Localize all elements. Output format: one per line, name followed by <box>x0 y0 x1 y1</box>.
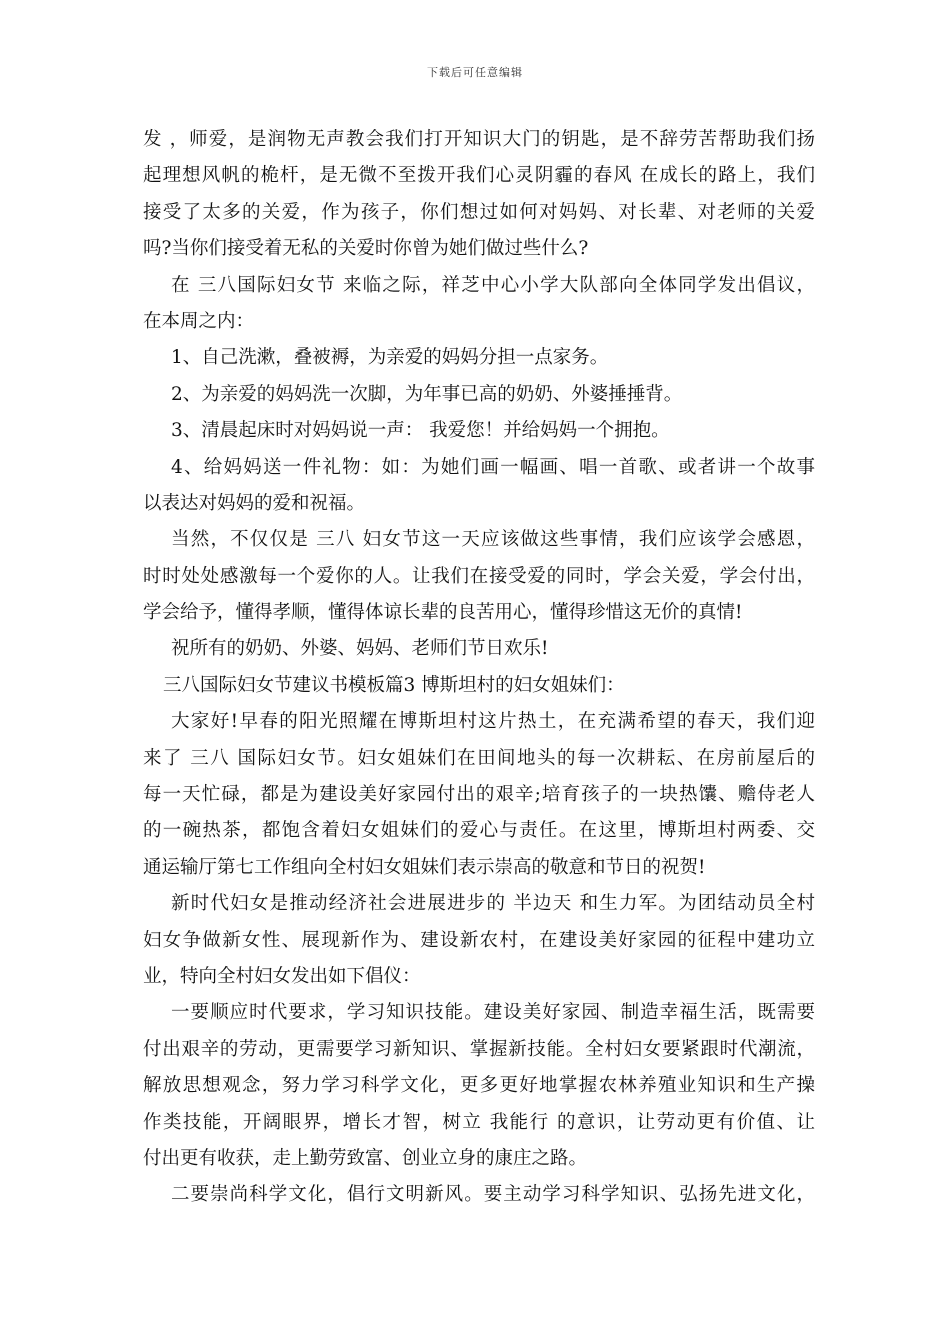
text-line: 妇女争做新女性、展现新作为、建设新农村，在建设美好家园的征程中建功立 <box>143 929 815 951</box>
text-line: 付出艰辛的劳动，更需要学习新知识、掌握新技能。全村妇女要紧跟时代潮流， <box>143 1038 815 1060</box>
text-line: 祝所有的奶奶、外婆、妈妈、老师们节日欢乐! <box>171 638 549 660</box>
text-line: 在本周之内： <box>143 310 255 332</box>
text-line: 以表达对妈妈的爱和祝福。 <box>143 492 366 514</box>
text-line: 业，特向全村妇女发出如下倡仪： <box>143 965 421 987</box>
text-line: 来了 三八 国际妇女节。妇女姐妹们在田间地头的每一次耕耘、在房前屋后的 <box>143 747 815 769</box>
text-line: 起理想风帆的桅杆，是无微不至拨开我们心灵阴霾的春风 在成长的路上，我们 <box>143 165 815 187</box>
text-line: 二要崇尚科学文化，倡行文明新风。要主动学习科学知识、弘扬先进文化， <box>171 1184 815 1206</box>
text-line: 作类技能，开阔眼界，增长才智，树立 我能行 的意识，让劳动更有价值、让 <box>143 1111 815 1133</box>
text-line: 解放思想观念，努力学习科学文化，更多更好地掌握农林养殖业知识和生产操 <box>143 1075 815 1097</box>
text-line: 接受了太多的关爱，作为孩子，你们想过如何对妈妈、对长辈、对老师的关爱 <box>143 201 815 223</box>
text-line: 4、给妈妈送一件礼物：如：为她们画一幅画、唱一首歌、或者讲一个故事 <box>171 456 815 478</box>
text-line: 新时代妇女是推动经济社会进展进步的 半边天 和生力军。为团结动员全村 <box>171 893 815 915</box>
text-line: 一要顺应时代要求，学习知识技能。建设美好家园、制造幸福生活，既需要 <box>171 1002 815 1024</box>
text-line: 在 三八国际妇女节 来临之际，祥芝中心小学大队部向全体同学发出倡议， <box>171 274 815 296</box>
text-line: 通运输厅第七工作组向全村妇女姐妹们表示崇高的敬意和节日的祝贺! <box>143 856 706 878</box>
text-line: 发 ，师爱，是润物无声教会我们打开知识大门的钥匙，是不辞劳苦帮助我们扬 <box>143 129 815 150</box>
text-line: 时时处处感激每一个爱你的人。让我们在接受爱的同时，学会关爱，学会付出， <box>143 565 815 587</box>
body-text <box>143 122 815 1214</box>
text-line: 学会给予，懂得孝顺，懂得体谅长辈的良苦用心，懂得珍惜这无价的真情! <box>143 602 743 624</box>
page-header-note: 下载后可任意编辑 <box>427 66 523 79</box>
text-line: 2、为亲爱的妈妈洗一次脚，为年事已高的奶奶、外婆捶捶背。 <box>171 383 683 405</box>
text-line: 三八国际妇女节建议书模板篇3 博斯坦村的妇女姐妹们： <box>163 674 625 696</box>
text-line: 3、清晨起床时对妈妈说一声： 我爱您！并给妈妈一个拥抱。 <box>171 420 670 442</box>
text-line: 1、自己洗漱，叠被褥，为亲爱的妈妈分担一点家务。 <box>171 347 609 369</box>
text-line: 每一天忙碌，都是为建设美好家园付出的艰辛;培育孩子的一块热馕、赡侍老人 <box>143 784 815 806</box>
text-line: 当然，不仅仅是 三八 妇女节这一天应该做这些事情，我们应该学会感恩， <box>171 529 815 551</box>
text-line: 吗?当你们接受着无私的关爱时你曾为她们做过些什么? <box>143 238 589 260</box>
text-line: 大家好!早春的阳光照耀在博斯坦村这片热土，在充满希望的春天，我们迎 <box>171 711 815 733</box>
text-line: 的一碗热茶，都饱含着妇女姐妹们的爱心与责任。在这里，博斯坦村两委、交 <box>143 820 815 842</box>
text-line: 付出更有收获，走上勤劳致富、创业立身的康庄之路。 <box>143 1147 588 1169</box>
